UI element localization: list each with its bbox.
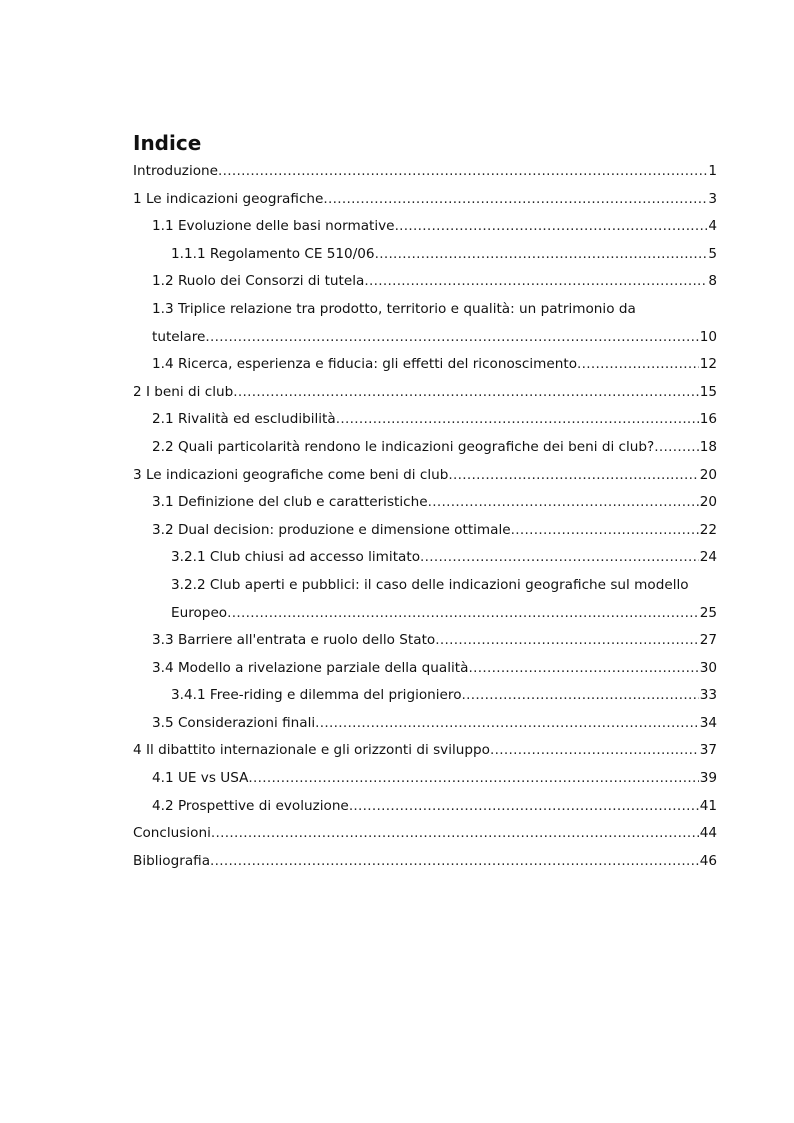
- toc-page-number: 33: [699, 687, 717, 704]
- toc-entry-title: Bibliografia: [133, 852, 211, 869]
- toc-page-number: 1: [708, 163, 717, 179]
- dot-leader: [490, 737, 699, 765]
- toc-entry[interactable]: [133, 406, 717, 434]
- dot-leader: [218, 158, 707, 186]
- toc-entry[interactable]: [133, 489, 717, 517]
- toc-entry-title: 4.2 Prospettive di evoluzione: [152, 797, 349, 814]
- toc-page-number: 46: [699, 852, 717, 869]
- toc-entry-title: 3.2.1 Club chiusi ad accesso limitato: [171, 549, 421, 566]
- toc-page-number: 16: [699, 411, 717, 428]
- dot-leader: [462, 682, 699, 710]
- dot-leader: [428, 489, 699, 517]
- dot-leader: [654, 434, 698, 462]
- toc-entry[interactable]: [133, 765, 717, 793]
- toc-entry-title: 4 Il dibattito internazionale e gli orizzonti di sviluppo: [133, 742, 490, 759]
- toc-entry[interactable]: [133, 241, 717, 269]
- toc-entry-title: 1.2 Ruolo dei Consorzi di tutela: [152, 273, 365, 290]
- dot-leader: [364, 268, 707, 296]
- document-page: [133, 128, 717, 875]
- toc-entry-title: Introduzione: [133, 163, 219, 179]
- toc-entry-title: 3.3 Barriere all'entrata e ruolo dello Stato: [152, 632, 436, 649]
- toc-page-number: 5: [708, 245, 717, 262]
- toc-entry-title: 2 I beni di club: [133, 383, 234, 400]
- dot-leader: [248, 765, 698, 793]
- toc-page-number: 20: [699, 466, 717, 483]
- toc-entry-title: 1.1.1 Regolamento CE 510/06: [171, 245, 375, 262]
- toc-entry-title: 3 Le indicazioni geografiche come beni di club: [133, 466, 449, 483]
- dot-leader: [233, 379, 698, 407]
- toc-page-number: 37: [699, 742, 717, 759]
- toc-entry-title: 1.4 Ricerca, esperienza e fiducia: gli effetti del riconoscimento: [152, 356, 578, 373]
- toc-entry[interactable]: [133, 268, 717, 296]
- toc-entry-title: 3.4.1 Free-riding e dilemma del prigioniero: [171, 687, 462, 704]
- toc-entry[interactable]: [133, 158, 717, 186]
- toc-entry[interactable]: [133, 544, 717, 572]
- toc-entry-title: 3.4 Modello a rivelazione parziale della qualità: [152, 659, 469, 676]
- toc-entry-title: 3.2.2 Club aperti e pubblici: il caso delle indicazioni geografiche sul modello: [171, 576, 689, 593]
- dot-leader: [336, 406, 699, 434]
- toc-entry[interactable]: [133, 351, 717, 379]
- toc-entry[interactable]: [133, 737, 717, 765]
- toc-entry-title: 2.2 Quali particolarità rendono le indicazioni geografiche dei beni di club?: [152, 438, 655, 455]
- dot-leader: [468, 655, 698, 683]
- dot-leader: [315, 710, 699, 738]
- toc-entry[interactable]: [133, 379, 717, 407]
- table-of-contents: [133, 158, 717, 875]
- toc-page-number: 4: [708, 218, 717, 235]
- toc-entry[interactable]: [133, 434, 717, 462]
- toc-entry[interactable]: [133, 572, 717, 627]
- toc-page-number: 34: [699, 714, 717, 731]
- toc-entry[interactable]: [133, 793, 717, 821]
- toc-entry[interactable]: [133, 517, 717, 545]
- dot-leader: [205, 324, 698, 352]
- toc-page-number: 18: [699, 438, 717, 455]
- toc-entry[interactable]: [133, 820, 717, 848]
- toc-page-number: 27: [699, 632, 717, 649]
- dot-leader: [211, 820, 699, 848]
- dot-leader: [227, 600, 699, 628]
- toc-entry-title: 1.3 Triplice relazione tra prodotto, territorio e qualità: un patrimonio da: [152, 300, 636, 317]
- toc-entry-title: 3.5 Considerazioni finali: [152, 714, 316, 731]
- toc-page-number: 25: [699, 604, 717, 621]
- toc-page-number: 30: [699, 659, 717, 676]
- toc-entry-title-continued: tutelare: [152, 328, 206, 345]
- toc-entry[interactable]: [133, 682, 717, 710]
- toc-entry-title: Conclusioni: [133, 825, 211, 842]
- toc-page-number: 8: [708, 273, 717, 290]
- dot-leader: [375, 241, 708, 269]
- dot-leader: [448, 462, 698, 490]
- toc-page-number: 3: [708, 190, 717, 207]
- toc-entry[interactable]: [133, 627, 717, 655]
- toc-page-number: 20: [699, 494, 717, 511]
- dot-leader: [420, 544, 699, 572]
- dot-leader: [395, 213, 708, 241]
- toc-page-number: 15: [699, 383, 717, 400]
- toc-entry[interactable]: [133, 710, 717, 738]
- toc-page-number: 39: [699, 770, 717, 787]
- toc-entry[interactable]: [133, 296, 717, 351]
- toc-entry[interactable]: [133, 186, 717, 214]
- toc-entry[interactable]: [133, 848, 717, 876]
- toc-page-number: 22: [699, 521, 717, 538]
- toc-entry-title: 3.2 Dual decision: produzione e dimensione ottimale: [152, 521, 511, 538]
- dot-leader: [577, 351, 699, 379]
- toc-entry-title: 2.1 Rivalità ed escludibilità: [152, 411, 336, 428]
- toc-page-number: 10: [699, 328, 717, 345]
- toc-entry[interactable]: [133, 213, 717, 241]
- toc-page-number: 44: [699, 825, 717, 842]
- toc-entry-title-continued: Europeo: [171, 604, 228, 621]
- toc-entry-title: 3.1 Definizione del club e caratteristiche: [152, 494, 428, 511]
- toc-page-number: 12: [699, 356, 717, 373]
- toc-entry-title: 1 Le indicazioni geografiche: [133, 190, 324, 207]
- dot-leader: [435, 627, 698, 655]
- toc-entry-title: 1.1 Evoluzione delle basi normative: [152, 218, 395, 235]
- toc-entry[interactable]: [133, 462, 717, 490]
- dot-leader: [323, 186, 707, 214]
- toc-entry-title: 4.1 UE vs USA: [152, 770, 249, 787]
- dot-leader: [511, 517, 699, 545]
- toc-heading: Indice: [133, 131, 202, 155]
- toc-page-number: 41: [699, 797, 717, 814]
- toc-page-number: 24: [699, 549, 717, 566]
- dot-leader: [349, 793, 699, 821]
- dot-leader: [210, 848, 699, 876]
- toc-entry[interactable]: [133, 655, 717, 683]
